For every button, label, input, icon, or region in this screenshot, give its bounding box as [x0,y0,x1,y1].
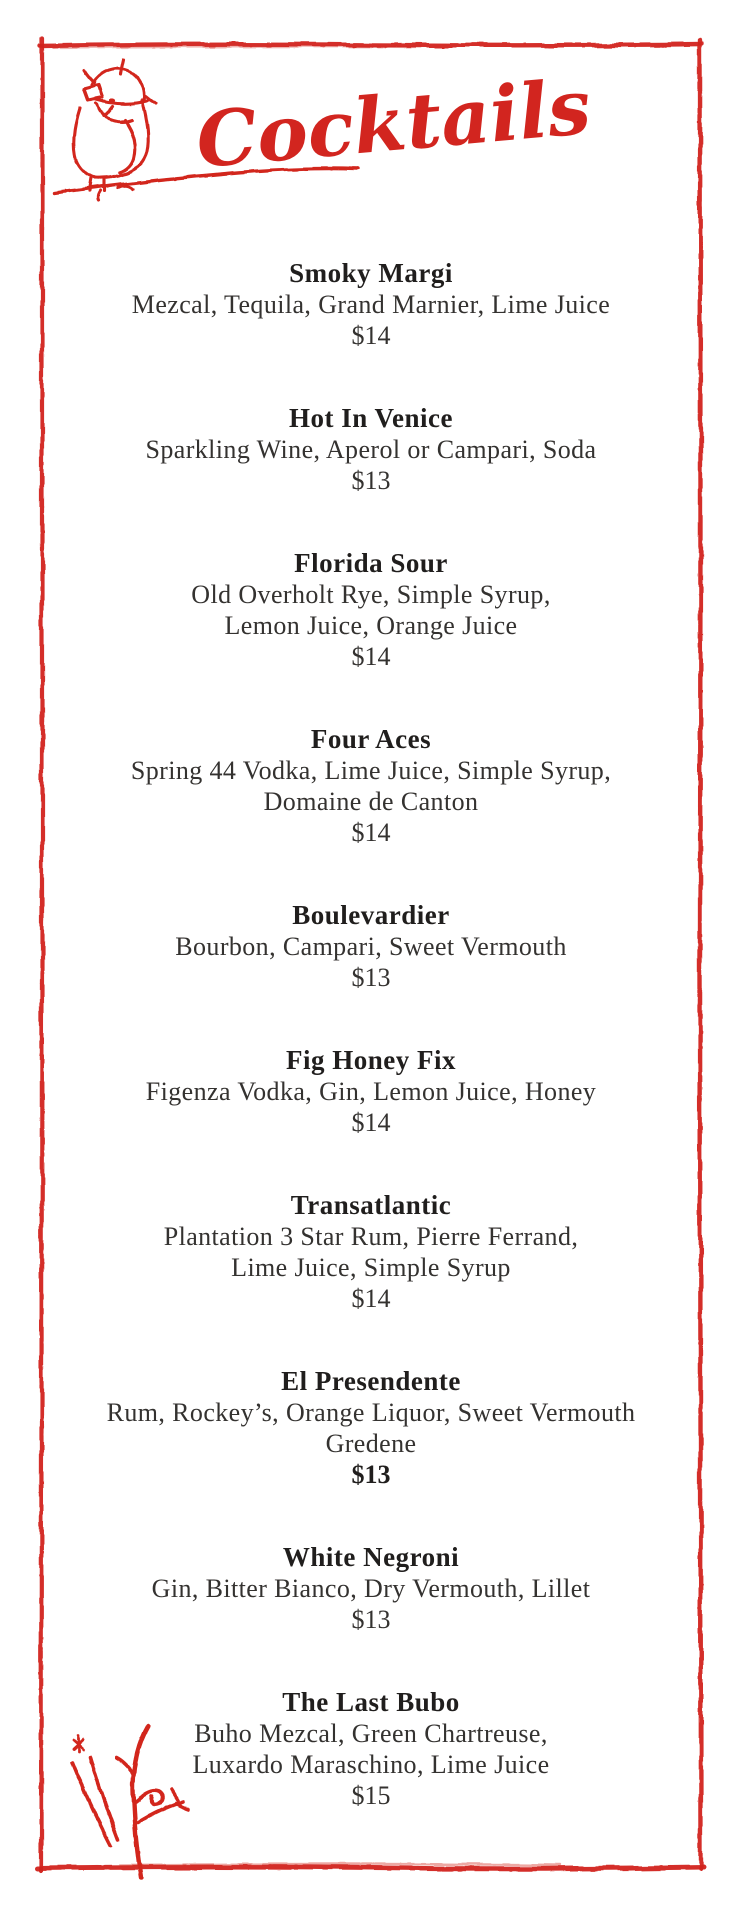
item-price: $13 [351,1605,391,1634]
menu-item [41,900,701,993]
menu-item [41,1045,701,1138]
item-price: $15 [351,1781,391,1810]
item-name: Fig Honey Fix [286,1045,456,1075]
item-name: Florida Sour [294,548,448,578]
item-name: Smoky Margi [289,258,453,288]
item-name: Boulevardier [292,900,450,930]
item-description-line: Bourbon, Campari, Sweet Vermouth [175,932,567,961]
item-price: $14 [351,1108,391,1137]
item-name: Hot In Venice [288,403,454,433]
item-description-line: Mezcal, Tequila, Grand Marnier, Lime Juice [131,290,611,319]
item-description-line: Domaine de Canton [263,787,479,816]
item-description-line: Sparkling Wine, Aperol or Campari, Soda [145,435,597,464]
menu-item [41,1687,701,1811]
item-description-line: Buho Mezcal, Green Chartreuse, [194,1719,548,1748]
item-price: $13 [351,1460,391,1489]
menu-item [41,1542,701,1635]
item-price: $14 [351,818,391,847]
item-name: White Negroni [282,1542,460,1572]
menu-item [41,724,701,848]
menu-item [41,1366,701,1490]
cocktail-menu-list [41,258,701,1863]
item-description-line: Spring 44 Vodka, Lime Juice, Simple Syrup, [130,756,612,785]
item-description-line: Gredene [325,1429,417,1458]
menu-item [41,1190,701,1314]
item-description-line: Gin, Bitter Bianco, Dry Vermouth, Lillet [151,1574,591,1603]
item-price: $14 [351,321,391,350]
item-description-line: Rum, Rockey’s, Orange Liquor, Sweet Vermouth [106,1398,636,1427]
item-description-line: Old Overholt Rye, Simple Syrup, [191,580,551,609]
item-name: The Last Bubo [282,1687,460,1717]
item-description-line: Lemon Juice, Orange Juice [224,611,518,640]
menu-title-script: Cocktails [192,61,595,186]
menu-item [41,258,701,351]
item-price: $13 [351,466,391,495]
item-name: Four Aces [310,724,432,754]
item-description-line: Plantation 3 Star Rum, Pierre Ferrand, [163,1222,579,1251]
item-name: Transatlantic [290,1190,452,1220]
item-description-line: Luxardo Maraschino, Lime Juice [192,1750,550,1779]
item-price: $14 [351,1284,391,1313]
item-price: $14 [351,642,391,671]
item-description-line: Lime Juice, Simple Syrup [231,1253,511,1282]
item-price: $13 [351,963,391,992]
menu-item [41,403,701,496]
item-name: El Presendente [281,1366,461,1396]
menu-item [41,548,701,672]
item-description-line: Figenza Vodka, Gin, Lemon Juice, Honey [145,1077,597,1106]
